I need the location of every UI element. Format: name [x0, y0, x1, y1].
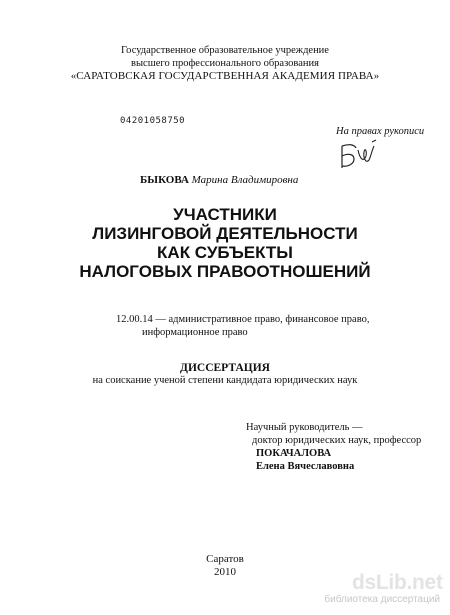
specialty-line-1: 12.00.14 — административное право, финансовое право,: [116, 314, 370, 325]
institution-name: «САРАТОВСКАЯ ГОСУДАРСТВЕННАЯ АКАДЕМИЯ ПРАВА»: [70, 70, 380, 82]
specialty-line-2: информационное право: [142, 327, 248, 338]
watermark-logo: dsLib.net: [352, 571, 443, 594]
dissertation-subtitle: на соискание ученой степени кандидата юридических наук: [92, 375, 358, 386]
supervisor-surname: ПОКАЧАЛОВА: [256, 448, 332, 459]
institution-line-2: высшего профессионального образования: [131, 58, 319, 69]
author-given-names: Марина Владимировна: [191, 174, 299, 186]
watermark-tagline: библиотека диссертаций: [324, 594, 440, 605]
scientific-supervisor: [246, 421, 421, 473]
dissertation-label: ДИССЕРТАЦИЯ: [180, 362, 270, 374]
supervisor-given-names: Елена Вячеславовна: [256, 461, 355, 472]
author-surname: БЫКОВА: [140, 174, 189, 186]
supervisor-degree: доктор юридических наук, профессор: [252, 435, 422, 446]
handwritten-signature: [336, 138, 386, 172]
specialty: [116, 313, 369, 339]
institution-line-1: Государственное образовательное учреждение: [121, 45, 329, 56]
title-line: НАЛОГОВЫХ ПРАВООТНОШЕНИЙ: [79, 262, 371, 281]
year: 2010: [214, 566, 236, 578]
title-line: КАК СУБЪЕКТЫ: [157, 243, 293, 262]
title-line: ЛИЗИНГОВОЙ ДЕЯТЕЛЬНОСТИ: [92, 224, 358, 243]
institution-header: [0, 44, 450, 83]
dissertation-title: [0, 205, 450, 281]
supervisor-role: Научный руководитель —: [246, 422, 363, 433]
place: Саратов: [206, 553, 244, 565]
rights-note: На правах рукописи: [336, 126, 425, 137]
watermark: [324, 571, 448, 614]
author-name: [140, 174, 298, 186]
title-line: УЧАСТНИКИ: [173, 205, 277, 224]
document-number: 04201058750: [120, 116, 186, 126]
